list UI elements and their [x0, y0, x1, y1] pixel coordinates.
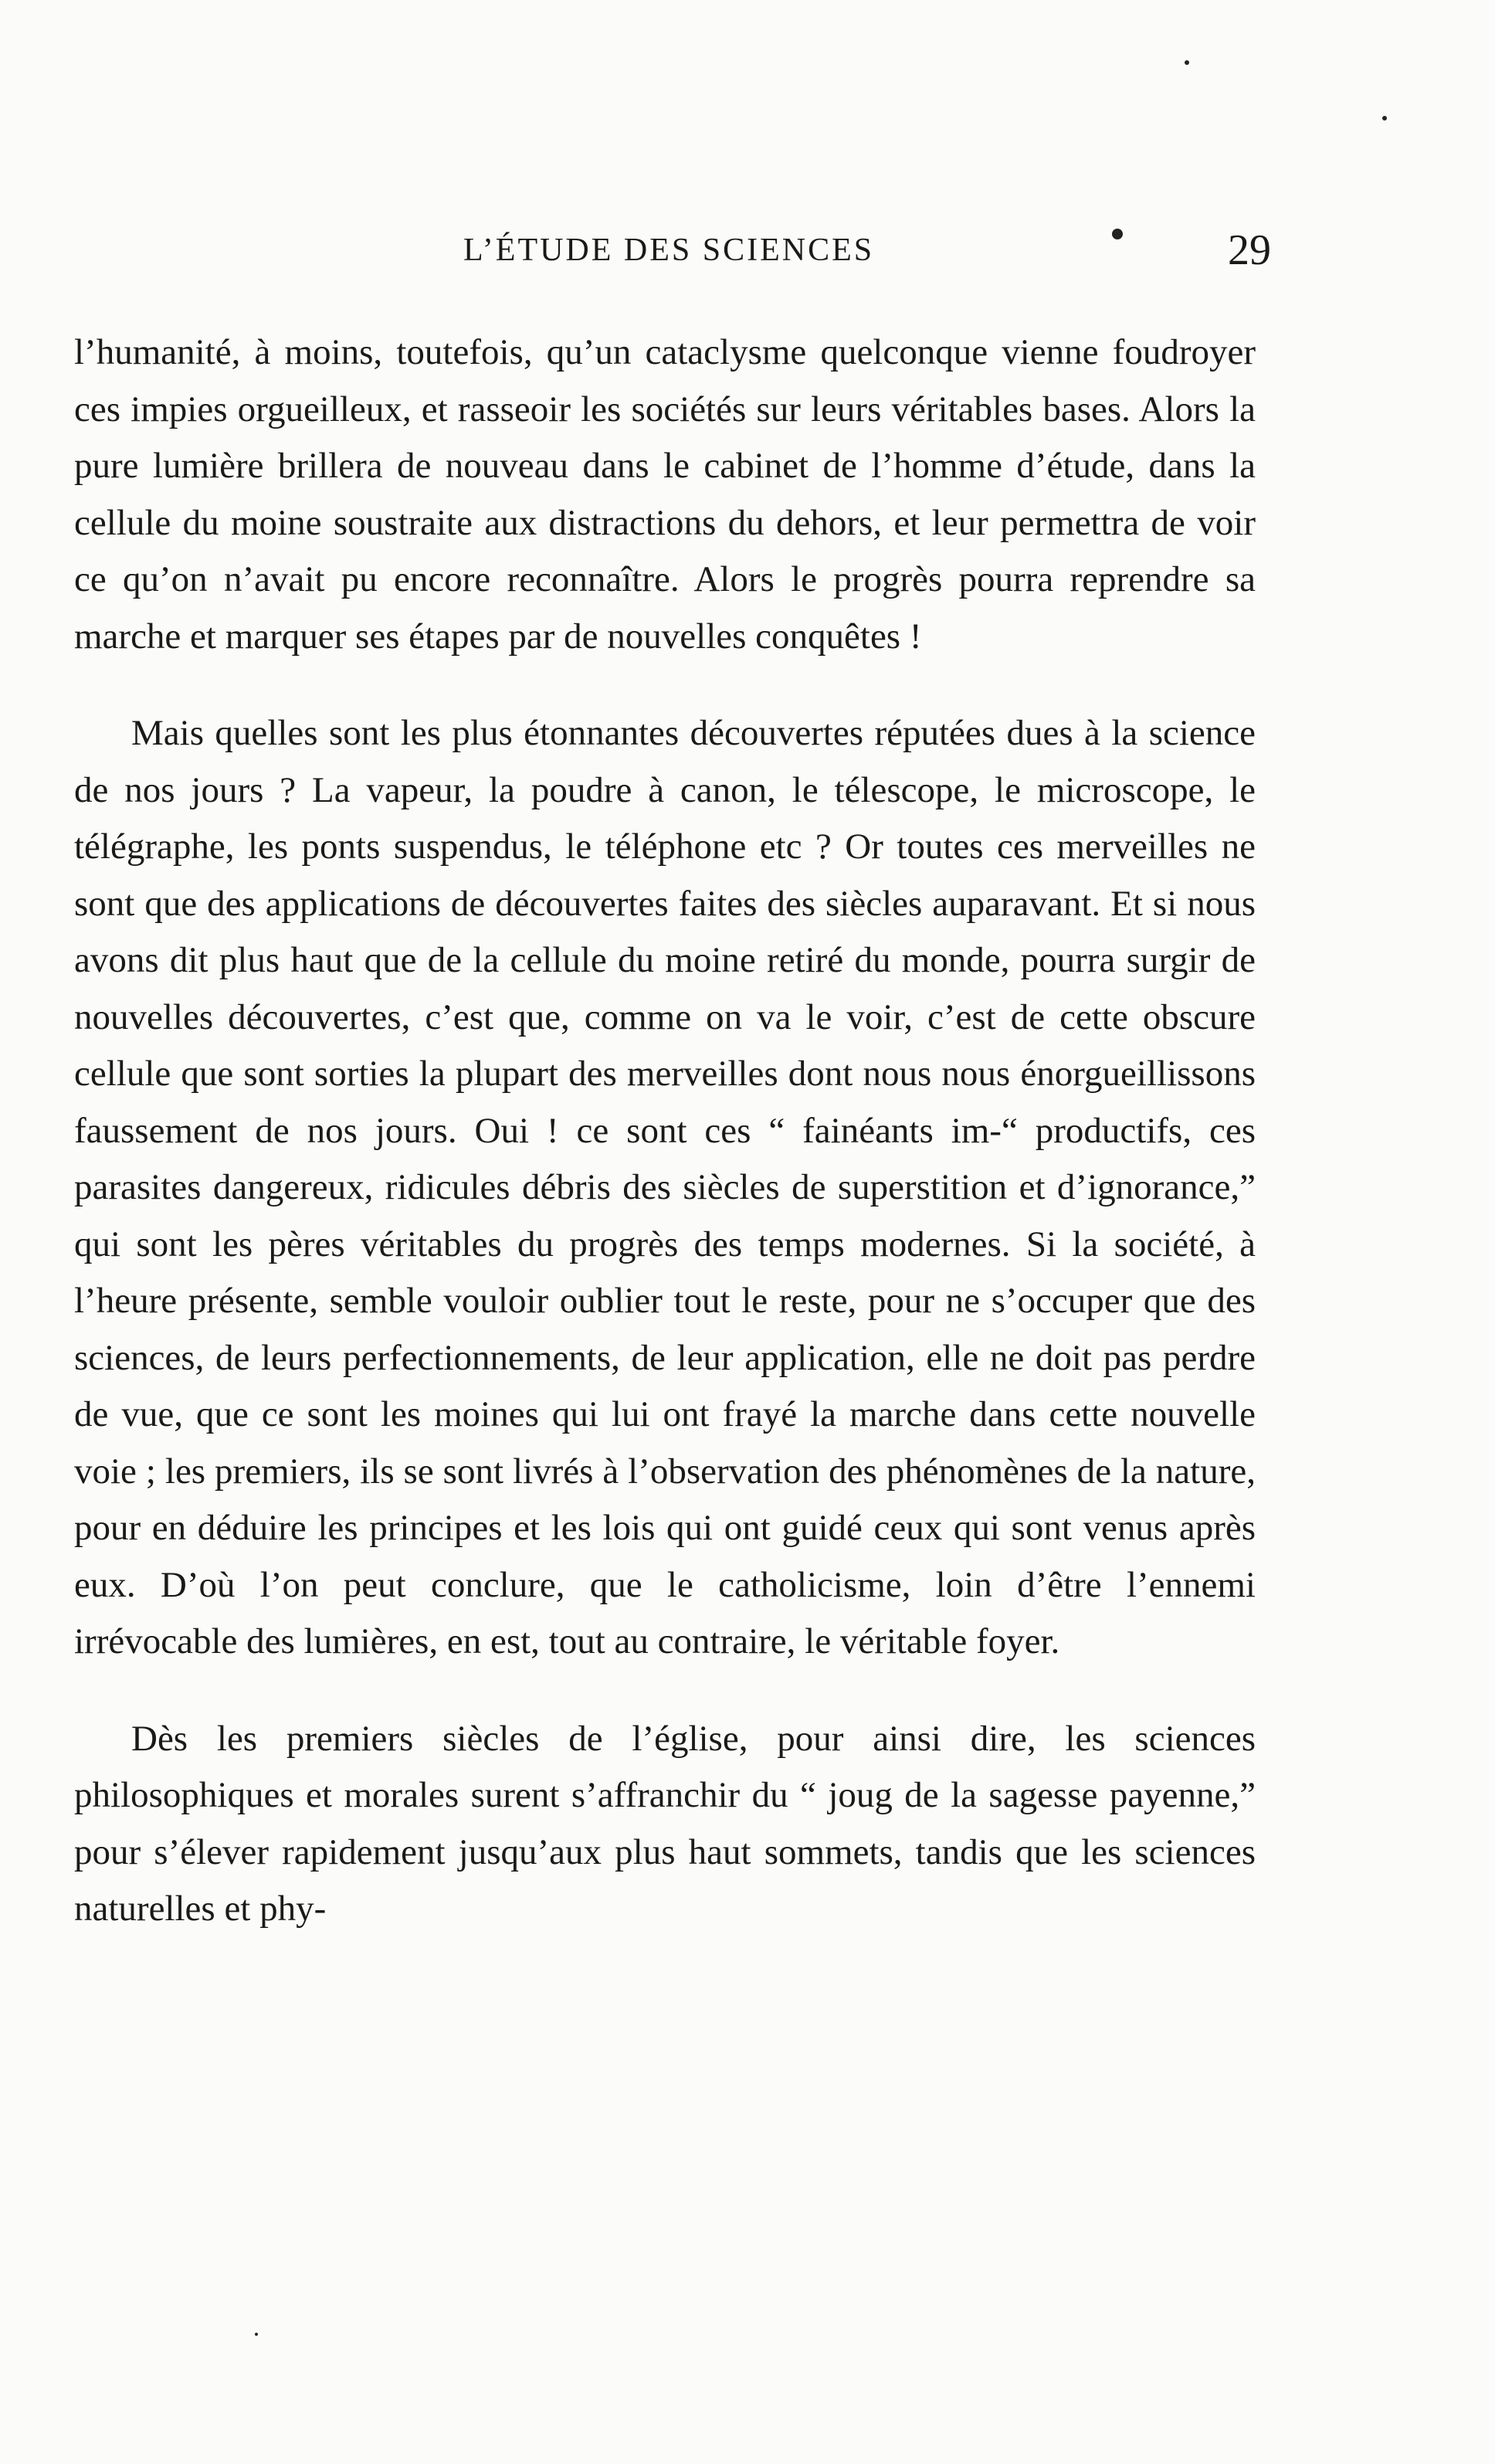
- running-title: L’ÉTUDE DES SCIENCES: [463, 232, 875, 268]
- ink-speck: [1382, 116, 1387, 120]
- ink-speck: [1112, 229, 1123, 239]
- ink-speck: [255, 2333, 258, 2336]
- paragraph-1: l’humanité, à moins, toutefois, qu’un cataclysme quelconque vienne foudroyer ces impies orgueilleux, et rasseoir les sociétés sur leurs véritables bases. Alors la pure lumière brillera de nouveau dans le cabinet de l’homme d’étude, dans la cellule du moine soustraite aux distractions du dehors, et leur permettra de voir ce qu’on n’avait pu encore reconnaître. Alors le progrès pourra reprendre sa marche et marquer ses étapes par de nouvelles conquêtes !: [74, 332, 1256, 657]
- text-body: [74, 324, 1256, 1938]
- paragraph-2: Mais quelles sont les plus étonnantes découvertes réputées dues à la science de nos jours ? La vapeur, la poudre à canon, le télescope, le microscope, le télégraphe, les ponts suspendus, le téléphone etc ? Or toutes ces merveilles ne sont que des applications de découvertes faites des siècles auparavant. Et si nous avons dit plus haut que de la cellule du moine retiré du monde, pourra surgir de nouvelles découvertes, c’est que, comme on va le voir, c’est de cette obscure cellule que sont sorties la plupart des merveilles dont nous nous énorgueillissons faussement de nos jours. Oui ! ce sont ces “ fainéants im-“ productifs, ces parasites dangereux, ridicules débris des siècles de superstition et d’ignorance,” qui sont les pères véritables du progrès des temps modernes. Si la société, à l’heure présente, semble vouloir oublier tout le reste, pour ne s’occuper que des sciences, de leurs perfectionnements, de leur application, elle ne doit pas perdre de vue, que ce sont les moines qui lui ont frayé la marche dans cette nouvelle voie ; les premiers, ils se sont livrés à l’observation des phénomènes de la nature, pour en déduire les principes et les lois qui ont guidé ceux qui sont venus après eux. D’où l’on peut conclure, que le catholicisme, loin d’être l’ennemi irrévocable des lumières, en est, tout au contraire, le véritable foyer.: [74, 713, 1256, 1661]
- page-number: 29: [1228, 226, 1271, 274]
- ink-speck: [1185, 60, 1189, 65]
- paragraph-3: Dès les premiers siècles de l’église, pour ainsi dire, les sciences philosophiques et morales surent s’affranchir du “ joug de la sagesse payenne,” pour s’élever rapidement jusqu’aux plus haut sommets, tandis que les sciences naturelles et phy-: [74, 1718, 1256, 1929]
